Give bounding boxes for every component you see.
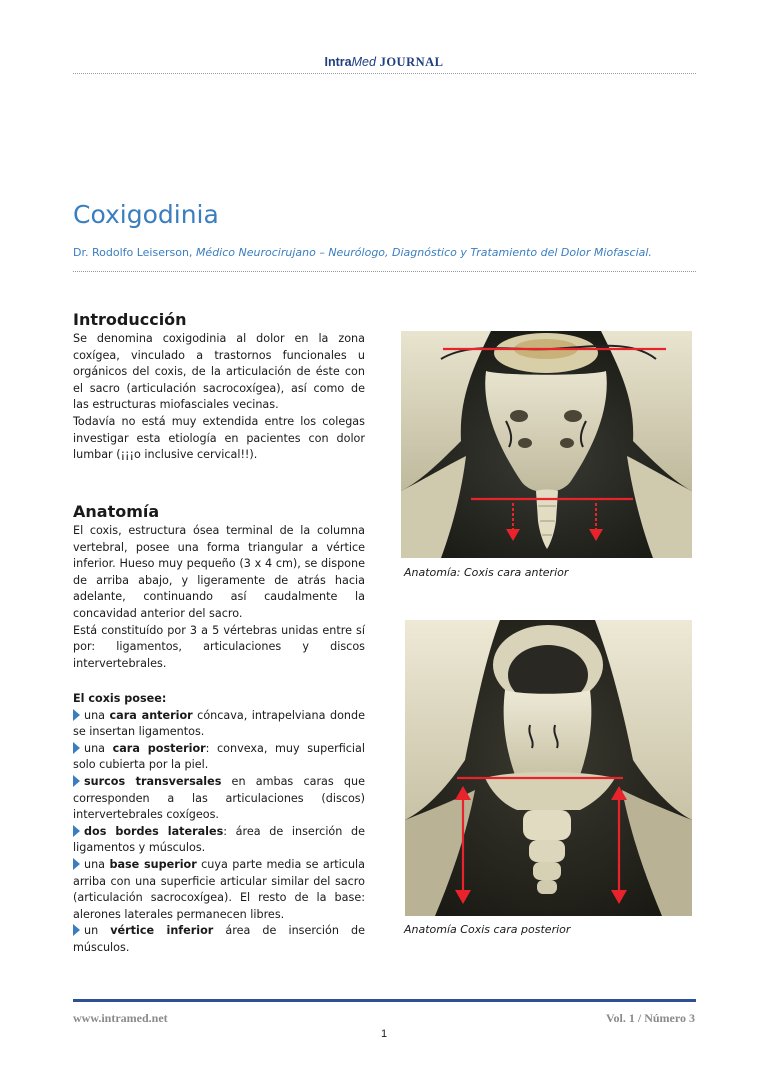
coxis-features-list: [73, 691, 365, 957]
anatomy-body: [73, 523, 365, 672]
figure-2-caption: Anatomía Coxis cara posterior: [404, 923, 571, 936]
author-role: Médico Neurocirujano – Neurólogo, Diagnóstico y Tratamiento del Dolor Miofascial.: [195, 246, 652, 259]
bullet-triangle-icon: [73, 775, 80, 787]
coxis-anterior-photo: [401, 331, 692, 558]
brand-intra: Intra: [324, 55, 352, 69]
brand-journal: JOURNAL: [375, 55, 444, 69]
figure-coxis-anterior: [401, 331, 692, 558]
figure-coxis-posterior: [405, 620, 692, 916]
article-title: Coxigodinia: [73, 200, 219, 229]
list-item: una cara posterior: convexa, muy superficial solo cubierta por la piel.: [73, 741, 365, 772]
list-item: una base superior cuya parte media se articula arriba con una superficie articular similar del sacro (articulación sacrocoxígea). El resto de la base: alerones laterales permanecen libres.: [73, 857, 365, 921]
header-divider: [73, 73, 696, 74]
list-item: surcos transversales en ambas caras que corresponden a las articulaciones (discos) intervertebrales coxígeos.: [73, 774, 365, 822]
footer-rule: [73, 999, 696, 1002]
footer-volume: Vol. 1 / Número 3: [605, 1011, 695, 1025]
footer-url: www.intramed.net: [73, 1011, 168, 1025]
list-item: un vértice inferior área de inserción de músculos.: [73, 924, 365, 954]
coxis-posterior-photo: [405, 620, 692, 916]
intro-paragraph-1: Se denomina coxigodinia al dolor en la zona coxígea, vinculado a trastornos funcionales u orgánicos del coxis, de la articulación de éste con el sacro (articulación sacrocoxígea), así como de las estructuras miofasciales vecinas.: [73, 332, 365, 412]
bullet-triangle-icon: [73, 742, 80, 754]
bullet-triangle-icon: [73, 858, 80, 870]
title-divider: [73, 271, 696, 272]
list-heading: El coxis posee:: [73, 692, 167, 705]
intro-body: [73, 331, 365, 464]
bullet-triangle-icon: [73, 924, 80, 936]
anatomy-paragraph-1: El coxis, estructura ósea terminal de la columna vertebral, posee una forma triangular a vértice inferior. Hueso muy pequeño (3 x 4 cm), se dispone de arriba abajo, y ligeramente de atrás hacia adelante, continuando así caudalmente la concavidad anterior del sacro.: [73, 524, 365, 620]
anatomy-heading: Anatomía: [73, 502, 160, 521]
article-author: [73, 246, 652, 259]
list-item: una cara anterior cóncava, intrapelviana donde se insertan ligamentos.: [73, 708, 365, 739]
author-name: Dr. Rodolfo Leiserson,: [73, 246, 196, 259]
anatomy-paragraph-2: Está constituído por 3 a 5 vértebras unidas entre sí por: ligamentos, articulaciones y discos intervertebrales.: [73, 623, 365, 670]
page-number: 1: [380, 1028, 388, 1040]
bullet-triangle-icon: [73, 709, 80, 721]
intro-paragraph-2: Todavía no está muy extendida entre los colegas investigar esta etiología en pacientes con dolor lumbar (¡¡¡o inclusive cervical!!).: [73, 414, 365, 462]
brand-med: Med: [351, 55, 376, 69]
journal-brand: [0, 55, 768, 70]
bullet-triangle-icon: [73, 825, 80, 837]
figure-1-caption: Anatomía: Coxis cara anterior: [404, 566, 569, 579]
intro-heading: Introducción: [73, 310, 187, 329]
list-item: dos bordes laterales: área de inserción de ligamentos y músculos.: [73, 824, 365, 855]
